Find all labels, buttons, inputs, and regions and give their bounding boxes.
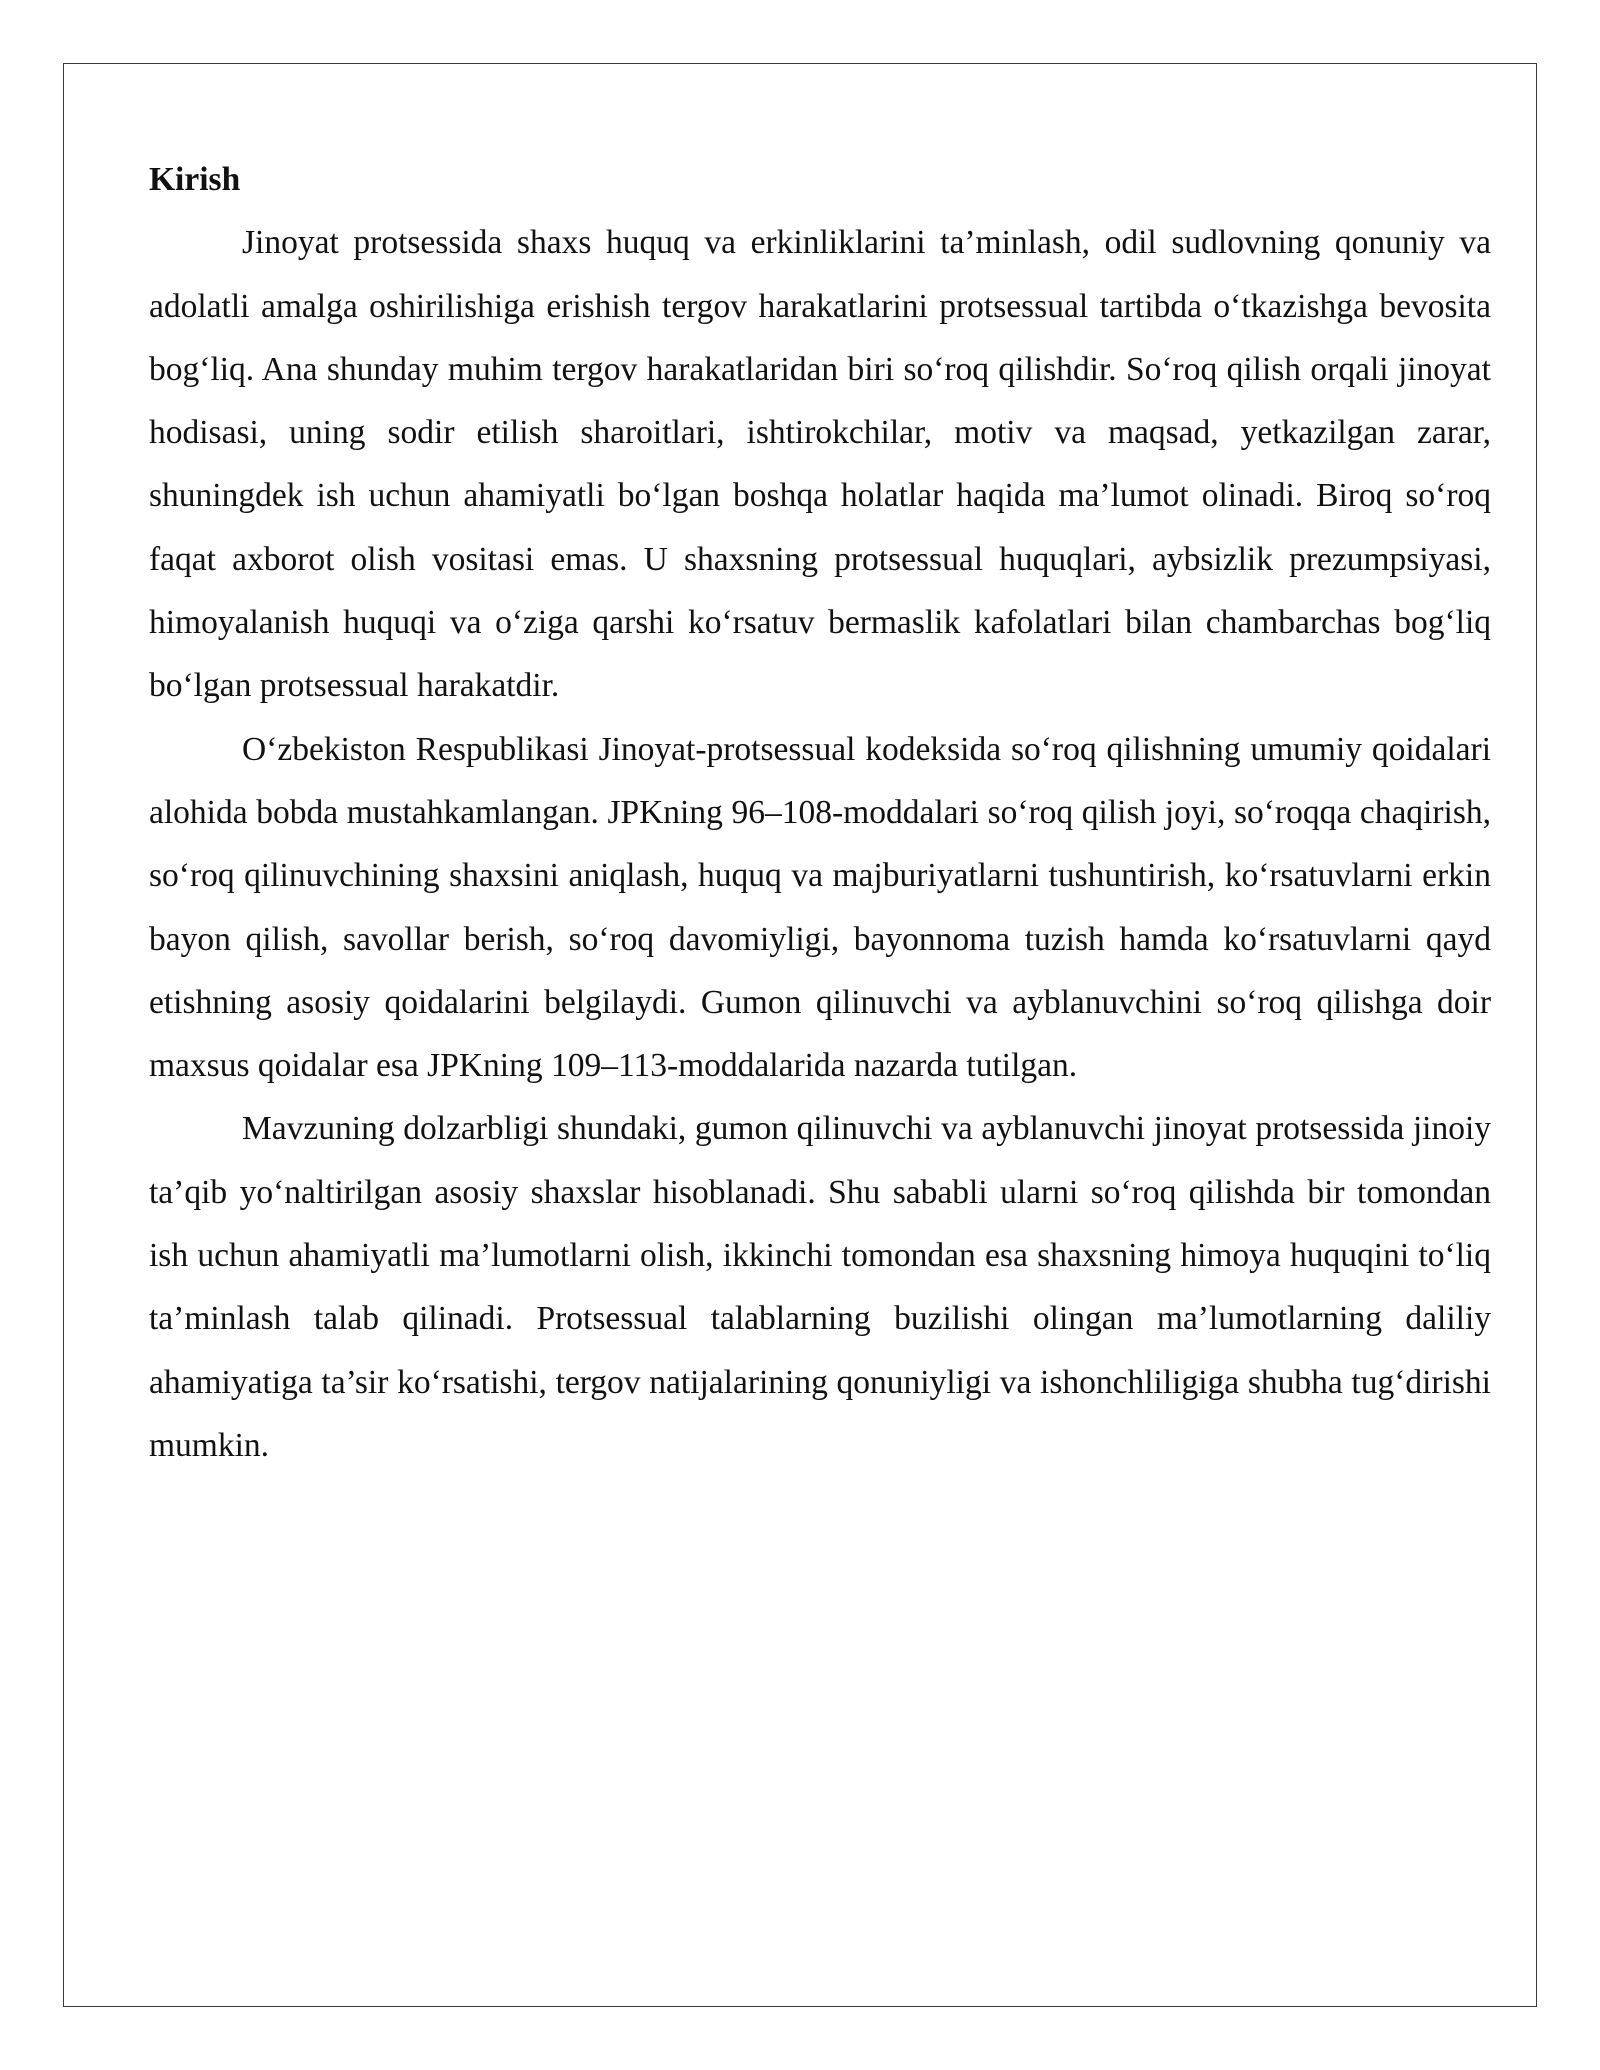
paragraph-1: Jinoyat protsessida shaxs huquq va erkinliklarini ta’minlash, odil sudlovning qonuniy va adolatli amalga oshirilishiga erishish tergov harakatlarini protsessual tartibda o‘tkazishga bevosita bog‘liq. Ana shunday muhim tergov harakatlaridan biri so‘roq qilishdir. So‘roq qilish orqali jinoyat hodisasi, uning sodir etilish sharoitlari, ishtirokchilar, motiv va maqsad, yetkazilgan zarar, shuningdek ish uchun ahamiyatli bo‘lgan boshqa holatlar haqida ma’lumot olinadi. Biroq so‘roq faqat axborot olish vositasi emas. U shaxsning protsessual huquqlari, aybsizlik prezumpsiyasi, himoyalanish huquqi va o‘ziga qarshi ko‘rsatuv bermaslik kafolatlari bilan chambarchas bog‘liq bo‘lgan protsessual harakatdir. bbox=[149, 224, 1491, 705]
document-body bbox=[149, 148, 1491, 1477]
section-heading: Kirish bbox=[149, 161, 241, 198]
paragraph-2: O‘zbekiston Respublikasi Jinoyat-protsessual kodeksida so‘roq qilishning umumiy qoidalari alohida bobda mustahkamlangan. JPKning 96–108-moddalari so‘roq qilish joyi, so‘roqqa chaqirish, so‘roq qilinuvchining shaxsini aniqlash, huquq va majburiyatlarni tushuntirish, ko‘rsatuvlarni erkin bayon qilish, savollar berish, so‘roq davomiyligi, bayonnoma tuzish hamda ko‘rsatuvlarni qayd etishning asosiy qoidalarini belgilaydi. Gumon qilinuvchi va ayblanuvchini so‘roq qilishga doir maxsus qoidalar esa JPKning 109–113-moddalarida nazarda tutilgan. bbox=[149, 730, 1491, 1085]
paragraph-3: Mavzuning dolzarbligi shundaki, gumon qilinuvchi va ayblanuvchi jinoyat protsessida jinoiy ta’qib yo‘naltirilgan asosiy shaxslar hisoblanadi. Shu sababli ularni so‘roq qilishda bir tomondan ish uchun ahamiyatli ma’lumotlarni olish, ikkinchi tomondan esa shaxsning himoya huquqini to‘liq ta’minlash talab qilinadi. Protsessual talablarning buzilishi olingan ma’lumotlarning daliliy ahamiyatiga ta’sir ko‘rsatishi, tergov natijalarining qonuniyligi va ishonchliligiga shubha tug‘dirishi mumkin. bbox=[149, 1110, 1491, 1464]
